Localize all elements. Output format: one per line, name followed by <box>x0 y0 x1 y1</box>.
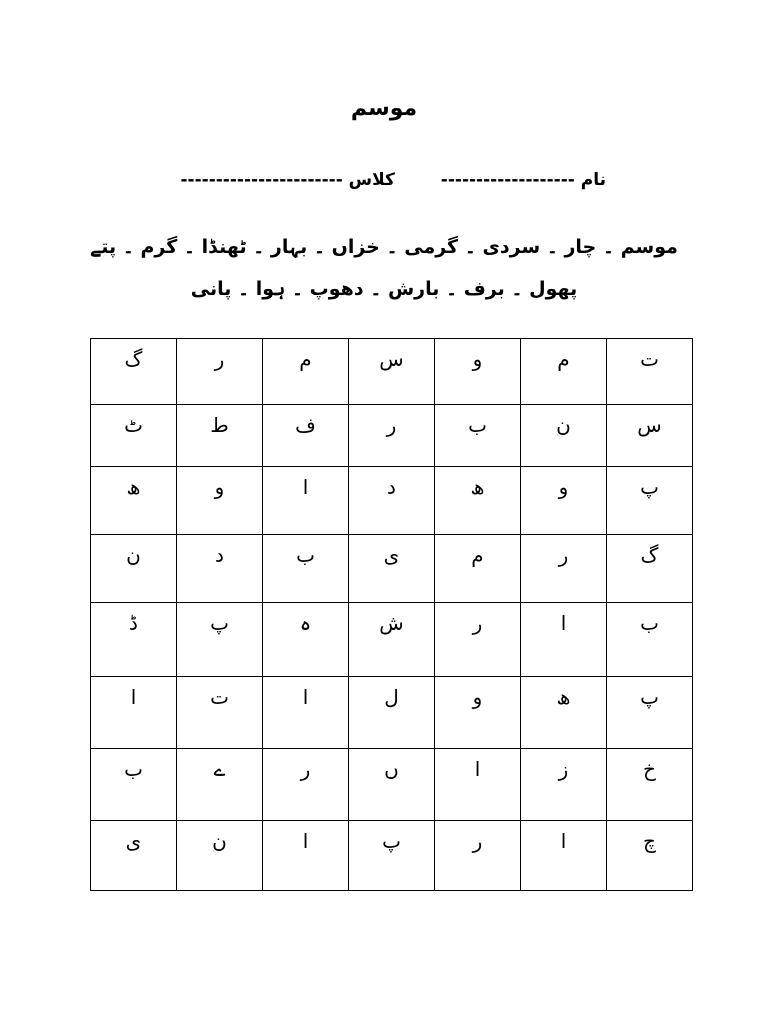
class-label: کلاس <box>348 170 395 190</box>
grid-cell: ن <box>521 405 607 467</box>
grid-cell: خ <box>607 749 693 821</box>
grid-row <box>91 749 693 821</box>
grid-cell: ب <box>263 535 349 603</box>
grid-cell: ے <box>177 749 263 821</box>
grid-cell: و <box>435 677 521 749</box>
page-title: موسم <box>350 96 418 121</box>
grid-cell: ل <box>349 677 435 749</box>
grid-cell: ا <box>521 603 607 677</box>
grid-cell: ر <box>521 535 607 603</box>
grid-row <box>91 603 693 677</box>
grid-cell: ر <box>435 821 521 891</box>
grid-cell: ط <box>177 405 263 467</box>
grid-row <box>91 677 693 749</box>
grid-cell: پ <box>349 821 435 891</box>
grid-cell: ٹ <box>91 405 177 467</box>
grid-cell: ر <box>349 405 435 467</box>
word-list-line-1: موسم ۔ چار ۔ سردی ۔ گرمی ۔ خزاں ۔ بہار ۔ ٹھنڈا ۔ گرم ۔ پتے <box>90 236 678 258</box>
grid-cell: س <box>607 405 693 467</box>
grid-cell: ں <box>349 749 435 821</box>
grid-row <box>91 467 693 535</box>
grid-cell: ف <box>263 405 349 467</box>
grid-cell: م <box>435 535 521 603</box>
grid-cell: پ <box>607 467 693 535</box>
grid-cell: گ <box>91 339 177 405</box>
grid-cell: ہ <box>263 603 349 677</box>
grid-cell: ھ <box>91 467 177 535</box>
grid-cell: ب <box>607 603 693 677</box>
grid-cell: ی <box>91 821 177 891</box>
grid-cell: و <box>177 467 263 535</box>
grid-row <box>91 405 693 467</box>
grid-cell: د <box>177 535 263 603</box>
student-info-row <box>180 170 606 190</box>
grid-cell: ن <box>91 535 177 603</box>
grid-cell: ی <box>349 535 435 603</box>
grid-cell: ب <box>91 749 177 821</box>
grid-cell: ر <box>435 603 521 677</box>
grid-cell: ا <box>521 821 607 891</box>
grid-cell: م <box>263 339 349 405</box>
grid-cell: س <box>349 339 435 405</box>
grid-cell: ر <box>177 339 263 405</box>
grid-cell: ا <box>263 821 349 891</box>
grid-cell: م <box>521 339 607 405</box>
grid-cell: ا <box>91 677 177 749</box>
grid-cell: ا <box>435 749 521 821</box>
grid-cell: ن <box>177 821 263 891</box>
grid-cell: ا <box>263 467 349 535</box>
grid-cell: و <box>435 339 521 405</box>
grid-row <box>91 339 693 405</box>
grid-cell: پ <box>177 603 263 677</box>
class-blank: ----------------------- <box>180 170 343 190</box>
grid-cell: ھ <box>435 467 521 535</box>
grid-row <box>91 535 693 603</box>
grid-row <box>91 821 693 891</box>
word-list-line-2: پھول ۔ برف ۔ بارش ۔ دھوپ ۔ ہوا ۔ پانی <box>190 278 578 300</box>
grid-cell: ت <box>177 677 263 749</box>
name-label: نام <box>580 170 606 190</box>
grid-cell: چ <box>607 821 693 891</box>
word-search-grid <box>90 338 693 891</box>
grid-cell: ز <box>521 749 607 821</box>
grid-cell: ڈ <box>91 603 177 677</box>
grid-cell: د <box>349 467 435 535</box>
grid-cell: ھ <box>521 677 607 749</box>
grid-cell: ت <box>607 339 693 405</box>
grid-cell: گ <box>607 535 693 603</box>
grid-cell: ش <box>349 603 435 677</box>
name-blank: ------------------- <box>440 170 575 190</box>
grid-cell: ر <box>263 749 349 821</box>
grid-cell: ا <box>263 677 349 749</box>
grid-cell: ب <box>435 405 521 467</box>
grid-cell: و <box>521 467 607 535</box>
grid-cell: پ <box>607 677 693 749</box>
